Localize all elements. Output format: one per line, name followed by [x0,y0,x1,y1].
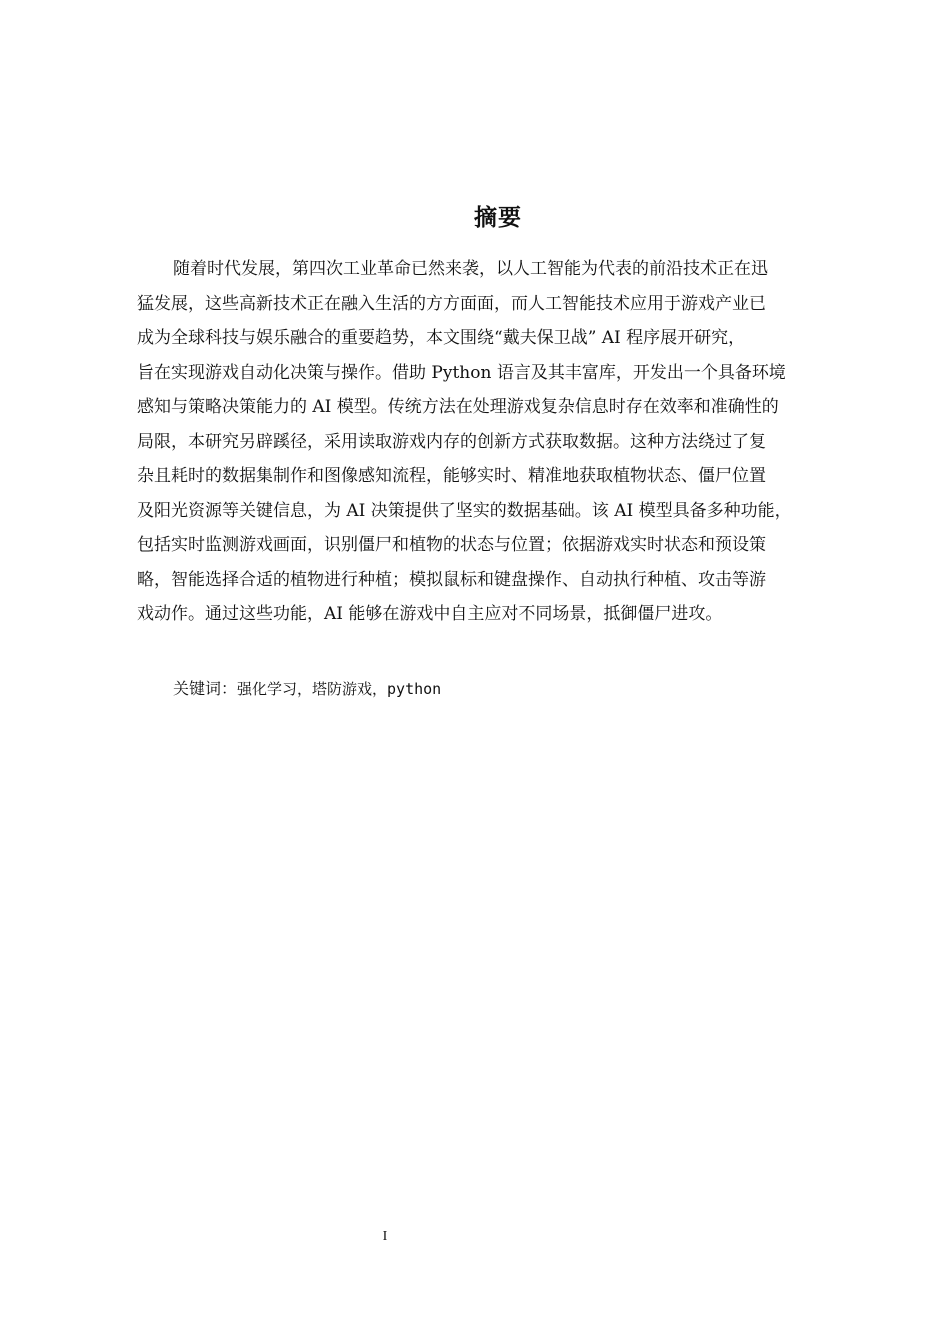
abstract-line: 成为全球科技与娱乐融合的重要趋势，本文围绕“戴夫保卫战” AI 程序展开研究， [137,328,746,348]
keywords-text: 强化学习，塔防游戏，python [237,680,442,698]
keywords-line [173,675,441,703]
abstract-title: 摘要 [474,205,522,231]
page-number: I [382,1229,388,1244]
keywords-label: 关键词： [173,679,238,698]
abstract-line: 及阳光资源等关键信息，为 AI 决策提供了坚实的数据基础。该 AI 模型具备多种功能， [137,500,792,521]
abstract-line: 感知与策略决策能力的 AI 模型。传统方法在处理游戏复杂信息时存在效率和准确性的 [137,397,779,417]
abstract-line: 包括实时监测游戏画面，识别僵尸和植物的状态与位置；依据游戏实时状态和预设策 [137,535,766,555]
abstract-line: 局限，本研究另辟蹊径，采用读取游戏内存的创新方式获取数据。这种方法绕过了复 [137,431,766,452]
abstract-line: 旨在实现游戏自动化决策与操作。借助 Python 语言及其丰富库，开发出一个具备环境 [137,362,786,383]
abstract-body [137,252,877,632]
abstract-line: 戏动作。通过这些功能，AI 能够在游戏中自主应对不同场景，抵御僵尸进攻。 [137,604,723,624]
abstract-line: 略，智能选择合适的植物进行种植；模拟鼠标和键盘操作、自动执行种植、攻击等游 [137,569,766,590]
abstract-line: 杂且耗时的数据集制作和图像感知流程，能够实时、精准地获取植物状态、僵尸位置 [137,466,766,486]
abstract-line: 猛发展，这些高新技术正在融入生活的方方面面，而人工智能技术应用于游戏产业已 [137,293,766,314]
abstract-line: 随着时代发展，第四次工业革命已然来袭，以人工智能为代表的前沿技术正在迅 [173,259,768,279]
